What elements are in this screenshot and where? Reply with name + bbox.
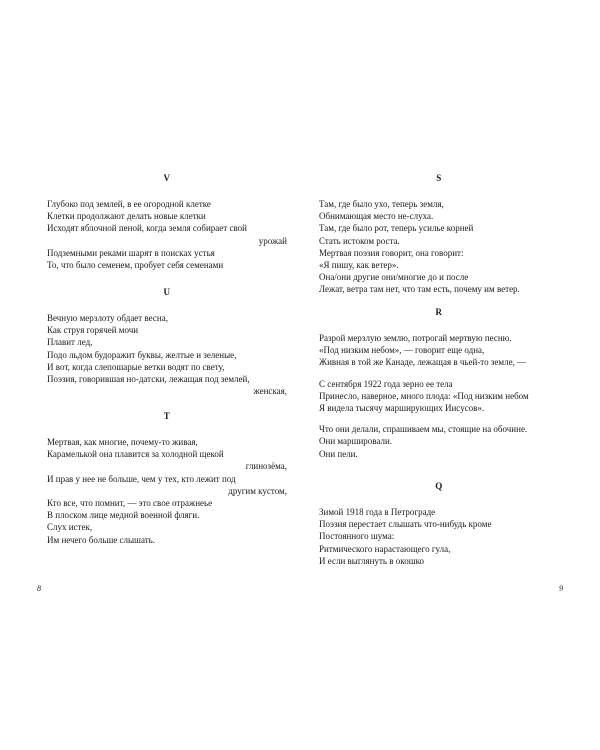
poem-line: Вечную мерзлоту обдает весна, [47,313,168,323]
poem-line: женская, [253,386,287,397]
poem-stanza [47,436,287,546]
section-v [47,172,287,271]
poem-stanza [47,198,287,271]
page-number-right: 9 [559,584,563,593]
section-heading: Q [435,481,443,491]
poem-line: Они маршировали. [319,436,393,447]
poem-line: Я видела тысячу марширующих Иисусов». [319,403,485,414]
section-r [319,306,559,460]
poem-line: Поэзия перестает слышать что-нибудь кроме [319,519,492,530]
poem-line: другим кустом, [228,485,287,496]
poem-line: Мертвая, как многие, почему-то живая, [47,437,198,447]
poem-line: Поэзия, говорившая но-датски, лежащая под землей, [47,374,250,385]
section-u [47,286,287,397]
poem-line: Живная в той же Канаде, лежащая в чьей-то земле, — [319,357,527,368]
poem-line: Принесло, наверное, много плода: «Под низким небом [319,390,529,401]
poem-line: Они пели. [319,448,358,459]
poem-line: Стать истоком роста. [319,235,400,246]
poem-line: Карамелькой она плавится за холодной щекой [47,449,224,460]
poem-line: Разрой мерзлую землю, потрогай мертвую песню. [319,333,512,343]
poem-line: Исходят яблочной пеной, когда земля собирает свой [47,223,247,234]
poem-line: Ритмического нарастающего гула, [319,543,451,554]
section-t [47,410,287,546]
section-heading: R [435,307,443,317]
poem-line: То, что было семенем, пробует себя семенами [47,260,224,271]
poem-stanza [319,506,559,567]
poem-line: Им нечего больше слышать. [47,534,156,545]
poem-line: «Я пишу, как ветер». [319,260,399,271]
poem-line: В плоском лице медной военной фляги. [47,510,200,521]
poem-line: И вот, когда слепошарые ветки водят по свету, [47,361,225,372]
poem-stanza [47,312,287,397]
poem-line: Кто все, что помнит, — это свое отражнеье [47,498,213,509]
poem-line: Обнимающая место не-слуха. [319,211,434,222]
poem-line: Мертвая поэзия говорит, она говорит: [319,247,464,258]
poem-line: Глубоко под землей, в ее огородной клетке [47,199,211,209]
poem-line: Что они делали, спрашиваем мы, стоящие на обочине. [319,424,528,435]
poem-line: Подо льдом будоражит буквы, желтые и зеленые, [47,349,237,360]
section-q [319,480,559,567]
poem-line: Лежат, ветра там нет, что там есть, почему им ветер. [319,284,520,295]
poem-line: глинозёма, [245,461,287,472]
poem-line: Зимой 1918 года в Петрограде [319,507,436,517]
poem-line: Там, где было ухо, теперь земля, [319,199,444,209]
poem-line: Плавит лед, [47,337,93,348]
poem-line: Подземными реками шарят в поисках устья [47,247,215,258]
poem-line: «Под низким небом», — говорит еще одна, [319,345,485,356]
poem-line: Там, где было рот, теперь усилье корней [319,223,474,234]
poem-line: Она/они другие они/многие до и после [319,272,469,283]
poem-stanza [319,198,559,296]
section-s [319,172,559,296]
section-heading: S [436,173,442,183]
poem-line: Постоянного шума: [319,531,395,542]
poem-line: И прав у нее не больше, чем у тех, кто лежит под [47,473,236,484]
poem-line: С сентября 1922 года зерно ее тела [319,378,453,389]
poem-line: Как струя горячей мочи [47,325,139,336]
poem-line: урожай [258,235,287,246]
poem-line: И если выглянуть в окошко [319,555,425,566]
poem-stanza [319,332,559,460]
section-heading: V [163,173,171,183]
poem-line: Слух истек, [47,522,93,533]
section-heading: T [163,411,171,421]
poem-line: Клетки продолжают делать новые клетки [47,211,206,222]
section-heading: U [163,287,171,297]
page-number-left: 8 [37,584,41,593]
